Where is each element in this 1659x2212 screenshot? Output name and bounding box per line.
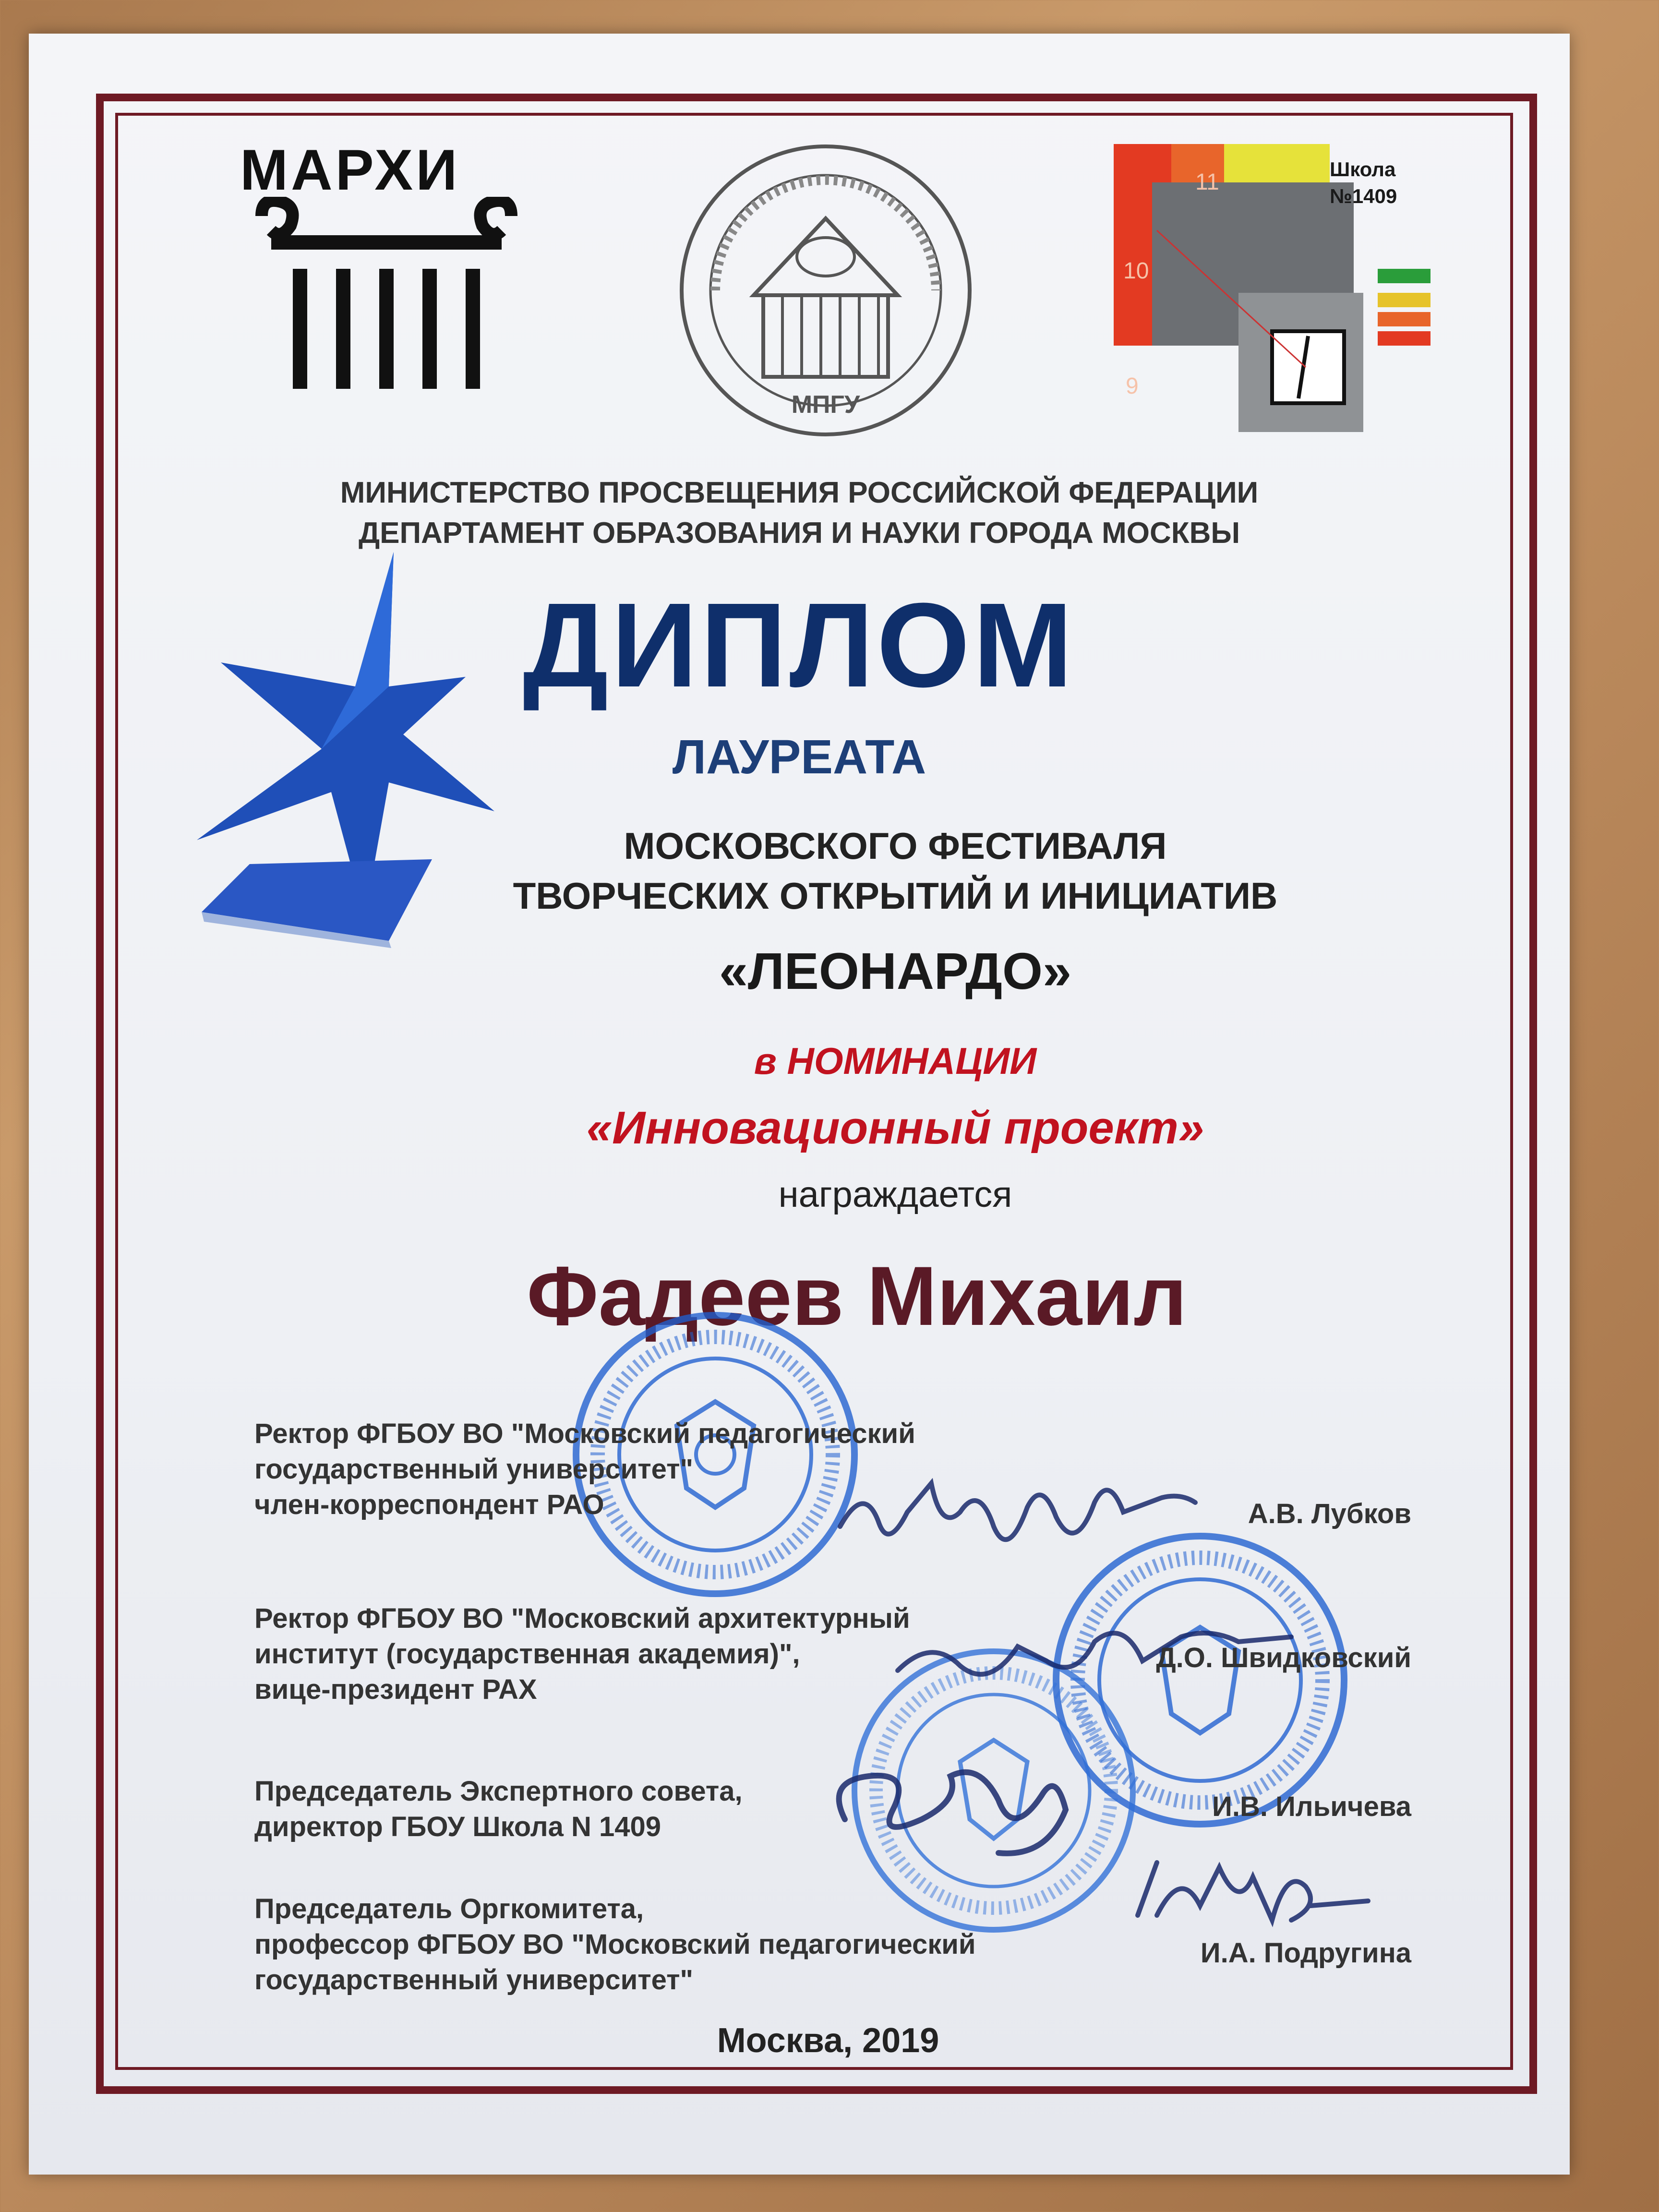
signatory-3-position-line-2: директор ГБОУ Школа N 1409: [254, 1811, 661, 1842]
school-clock-digit-11: 11: [1195, 169, 1219, 195]
school-label: [1330, 156, 1397, 210]
signatory-1-position-line-2: государственный университет": [254, 1454, 694, 1485]
diploma-title: ДИПЛОМ: [523, 578, 1076, 712]
ministry-line-1: МИНИСТЕРСТВО ПРОСВЕЩЕНИЯ РОССИЙСКОЙ ФЕДЕРАЦИИ: [340, 476, 1259, 509]
mpgu-seal-label: МПГУ: [791, 391, 860, 419]
signatory-1-position-line-3: член-корреспондент РАО: [254, 1489, 604, 1520]
city-year: Москва, 2019: [717, 2021, 939, 2060]
ministry-header: [29, 473, 1570, 553]
signatory-2-position-line-3: вице-президент РАХ: [254, 1674, 537, 1705]
signature-podrugina-icon: [1128, 1848, 1378, 1935]
nomination-title: «Инновационный проект»: [586, 1102, 1204, 1154]
signatory-2-position: [254, 1601, 910, 1707]
signatory-1-position-line-1: Ректор ФГБОУ ВО "Московский педагогический: [254, 1418, 915, 1449]
signatory-3-position-line-1: Председатель Экспертного совета,: [254, 1776, 743, 1807]
recipient-name: Фадеев Михаил: [527, 1250, 1187, 1343]
signatory-1-name: А.В. Лубков: [1248, 1498, 1411, 1529]
signatory-3-position: [254, 1774, 743, 1845]
signatory-2-name: Д.О. Швидковский: [1156, 1642, 1411, 1673]
signatory-4-position: [254, 1891, 976, 1998]
ministry-line-2: ДЕПАРТАМЕНТ ОБРАЗОВАНИЯ И НАУКИ ГОРОДА МОСКВЫ: [358, 517, 1240, 550]
signatory-2-position-line-1: Ректор ФГБОУ ВО "Московский архитектурный: [254, 1603, 910, 1634]
diploma-subtitle: ЛАУРЕАТА: [672, 730, 926, 784]
festival-name: «ЛЕОНАРДО»: [719, 942, 1072, 1000]
festival-line-1: МОСКОВСКОГО ФЕСТИВАЛЯ: [624, 825, 1167, 867]
festival-line-2: ТВОРЧЕСКИХ ОТКРЫТИЙ И ИНИЦИАТИВ: [513, 875, 1278, 917]
nomination-label: в НОМИНАЦИИ: [754, 1040, 1037, 1082]
signatory-4-name: И.А. Подругина: [1200, 1937, 1411, 1969]
signatory-4-position-line-2: профессор ФГБОУ ВО "Московский педагогический: [254, 1929, 976, 1960]
mpgu-seal-icon: [672, 137, 979, 444]
signature-ilicheva-icon: [816, 1743, 1085, 1867]
signatory-1-position: [254, 1416, 915, 1523]
diploma-paper: [29, 34, 1570, 2175]
school-clock-digit-10: 10: [1123, 258, 1149, 284]
school-label-line2: №1409: [1330, 185, 1397, 207]
signatory-2-position-line-2: институт (государственная академия)",: [254, 1638, 800, 1670]
school-label-line1: Школа: [1330, 158, 1396, 180]
festival-title: [125, 821, 1659, 921]
marhi-logo-text: МАРХИ: [240, 138, 460, 202]
signatory-4-position-line-3: государственный университет": [254, 1964, 694, 1996]
school-clock-digit-9: 9: [1126, 373, 1139, 399]
signatory-3-name: И.В. Ильичева: [1212, 1791, 1411, 1822]
marhi-column-icon: [252, 197, 521, 398]
signatory-4-position-line-1: Председатель Оргкомитета,: [254, 1893, 644, 1924]
awarded-text: награждается: [778, 1174, 1012, 1215]
